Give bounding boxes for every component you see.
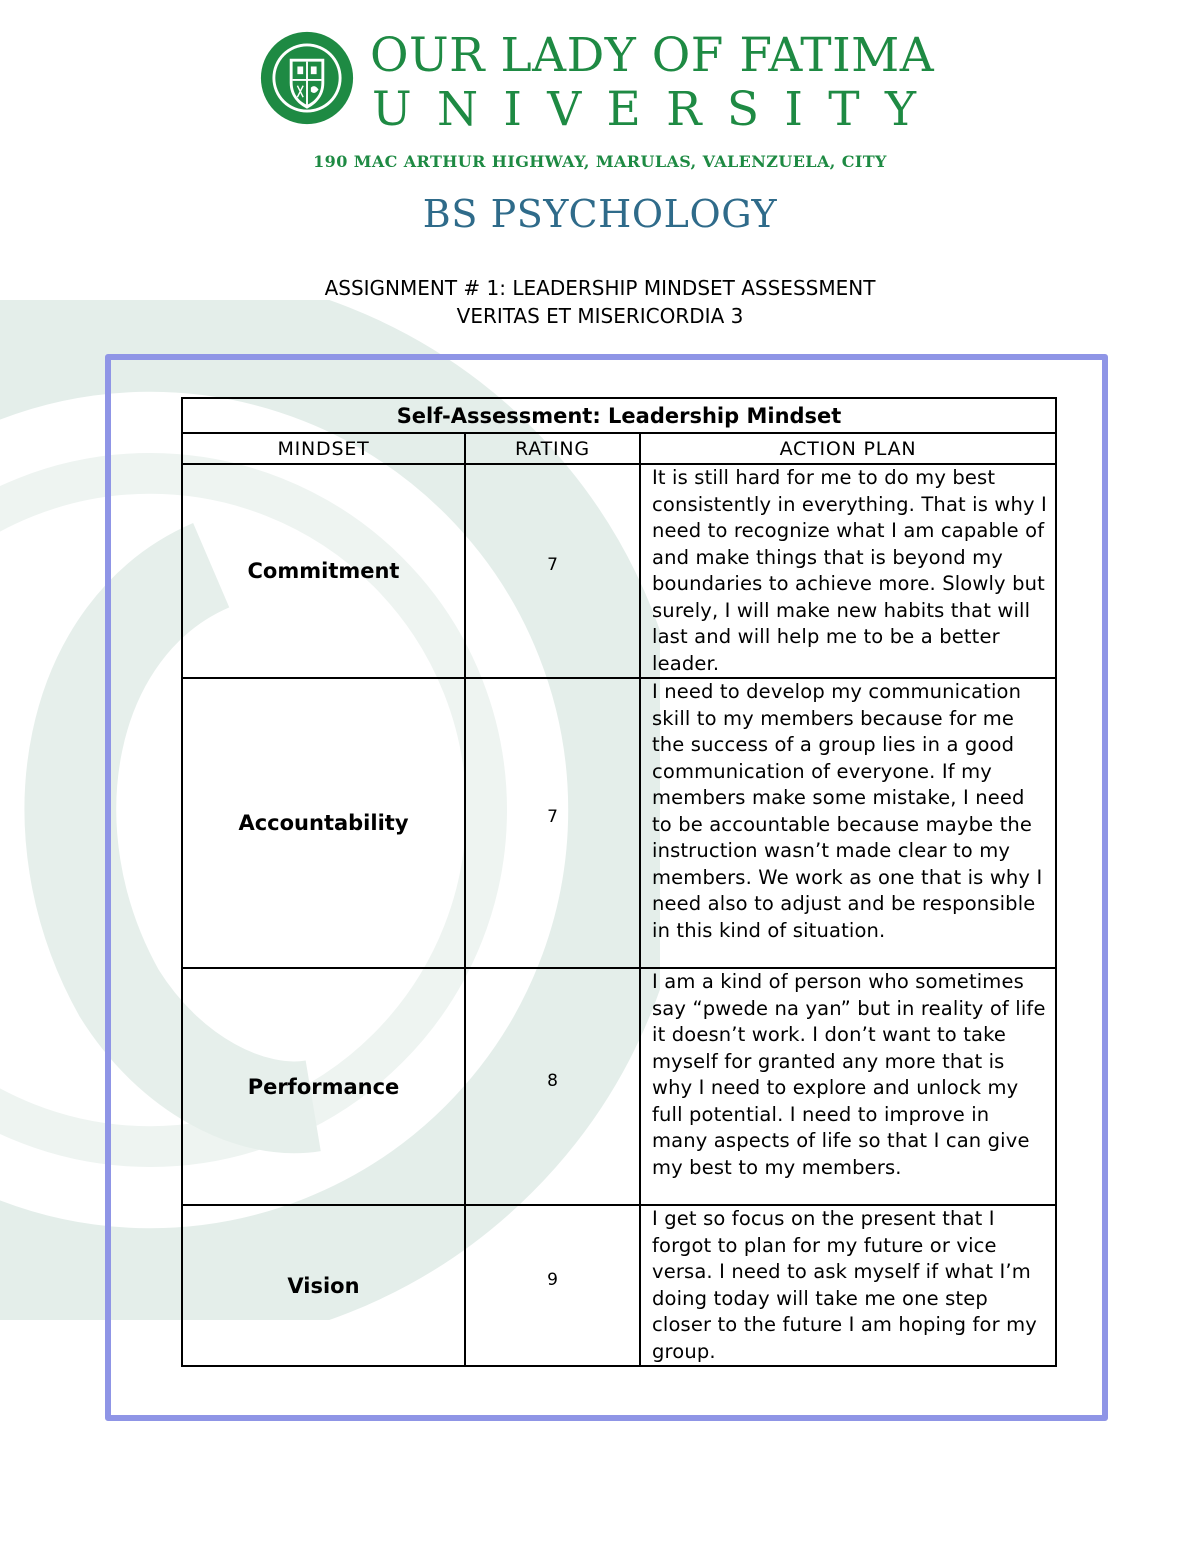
- university-word: [372, 82, 916, 138]
- rating-cell: [465, 968, 640, 1205]
- university-seal-logo: [259, 30, 355, 126]
- table-row: [182, 678, 1056, 968]
- rating-value: 7: [547, 807, 558, 827]
- rating-value: 8: [547, 1070, 558, 1091]
- rating-cell: [465, 1205, 640, 1366]
- university-address: 190 MAC ARTHUR HIGHWAY, MARULAS, VALENZUELA, CITY: [313, 152, 887, 171]
- university-letter: S: [726, 82, 760, 137]
- action-plan-cell: I get so focus on the present that I forgot to plan for my future or vice versa. I need to ask myself if what I’m doing today will take me one step closer to the future I am hoping for my group.: [640, 1205, 1056, 1366]
- table-caption-text: Self-Assessment: Leadership Mindset: [396, 403, 842, 428]
- assignment-subtitle: VERITAS ET MISERICORDIA 3: [456, 304, 744, 328]
- action-plan-cell: I need to develop my communication skill to my members because for me the success of a group lies in a good communication of everyone. If my members make some mistake, I need to be accountable because maybe the instruction wasn’t made clear to my members. We work as one that is why I need also to adjust and be responsible in this kind of situation.: [640, 678, 1056, 968]
- assignment-title: ASSIGNMENT # 1: LEADERSHIP MINDSET ASSESSMENT: [324, 276, 876, 300]
- column-header-action-plan: ACTION PLAN: [640, 433, 1056, 464]
- university-letter: T: [828, 82, 860, 137]
- mindset-cell: Vision: [182, 1205, 465, 1366]
- mindset-cell: Commitment: [182, 464, 465, 678]
- mindset-cell: Accountability: [182, 678, 465, 968]
- mindset-cell: Performance: [182, 968, 465, 1205]
- action-plan-cell: It is still hard for me to do my best consistently in everything. That is why I need to recognize what I am capable of and make things that is beyond my boundaries to achieve more. Slowly but surely, I will make new habits that will last and will help me to be a better leader.: [640, 464, 1056, 678]
- self-assessment-table: [181, 397, 1057, 1367]
- rating-cell: [465, 678, 640, 968]
- rating-value: 7: [547, 555, 558, 575]
- university-letter: V: [547, 82, 582, 137]
- rating-cell: [465, 464, 640, 678]
- table-caption: [182, 398, 1056, 433]
- table-row: [182, 1205, 1056, 1366]
- table-row: [182, 968, 1056, 1205]
- rating-value: 9: [547, 1269, 558, 1290]
- table-row: [182, 464, 1056, 678]
- program-title: BS PSYCHOLOGY: [422, 192, 778, 236]
- column-header-mindset: MINDSET: [182, 433, 465, 464]
- university-name: OUR LADY OF FATIMA: [370, 28, 935, 83]
- column-header-rating: RATING: [465, 433, 640, 464]
- action-plan-cell: I am a kind of person who sometimes say “pwede na yan” but in reality of life it doesn’t work. I don’t want to take myself for granted any more that is why I need to explore and unlock my full potential. I need to improve in many aspects of life so that I can give my best to my members.: [640, 968, 1056, 1205]
- university-letter: N: [436, 82, 479, 137]
- university-letter: I: [784, 82, 803, 137]
- university-letter: U: [372, 82, 412, 137]
- university-letter: I: [503, 82, 522, 137]
- university-letter: E: [606, 82, 641, 137]
- university-letter: Y: [884, 82, 916, 137]
- university-letter: R: [666, 82, 702, 137]
